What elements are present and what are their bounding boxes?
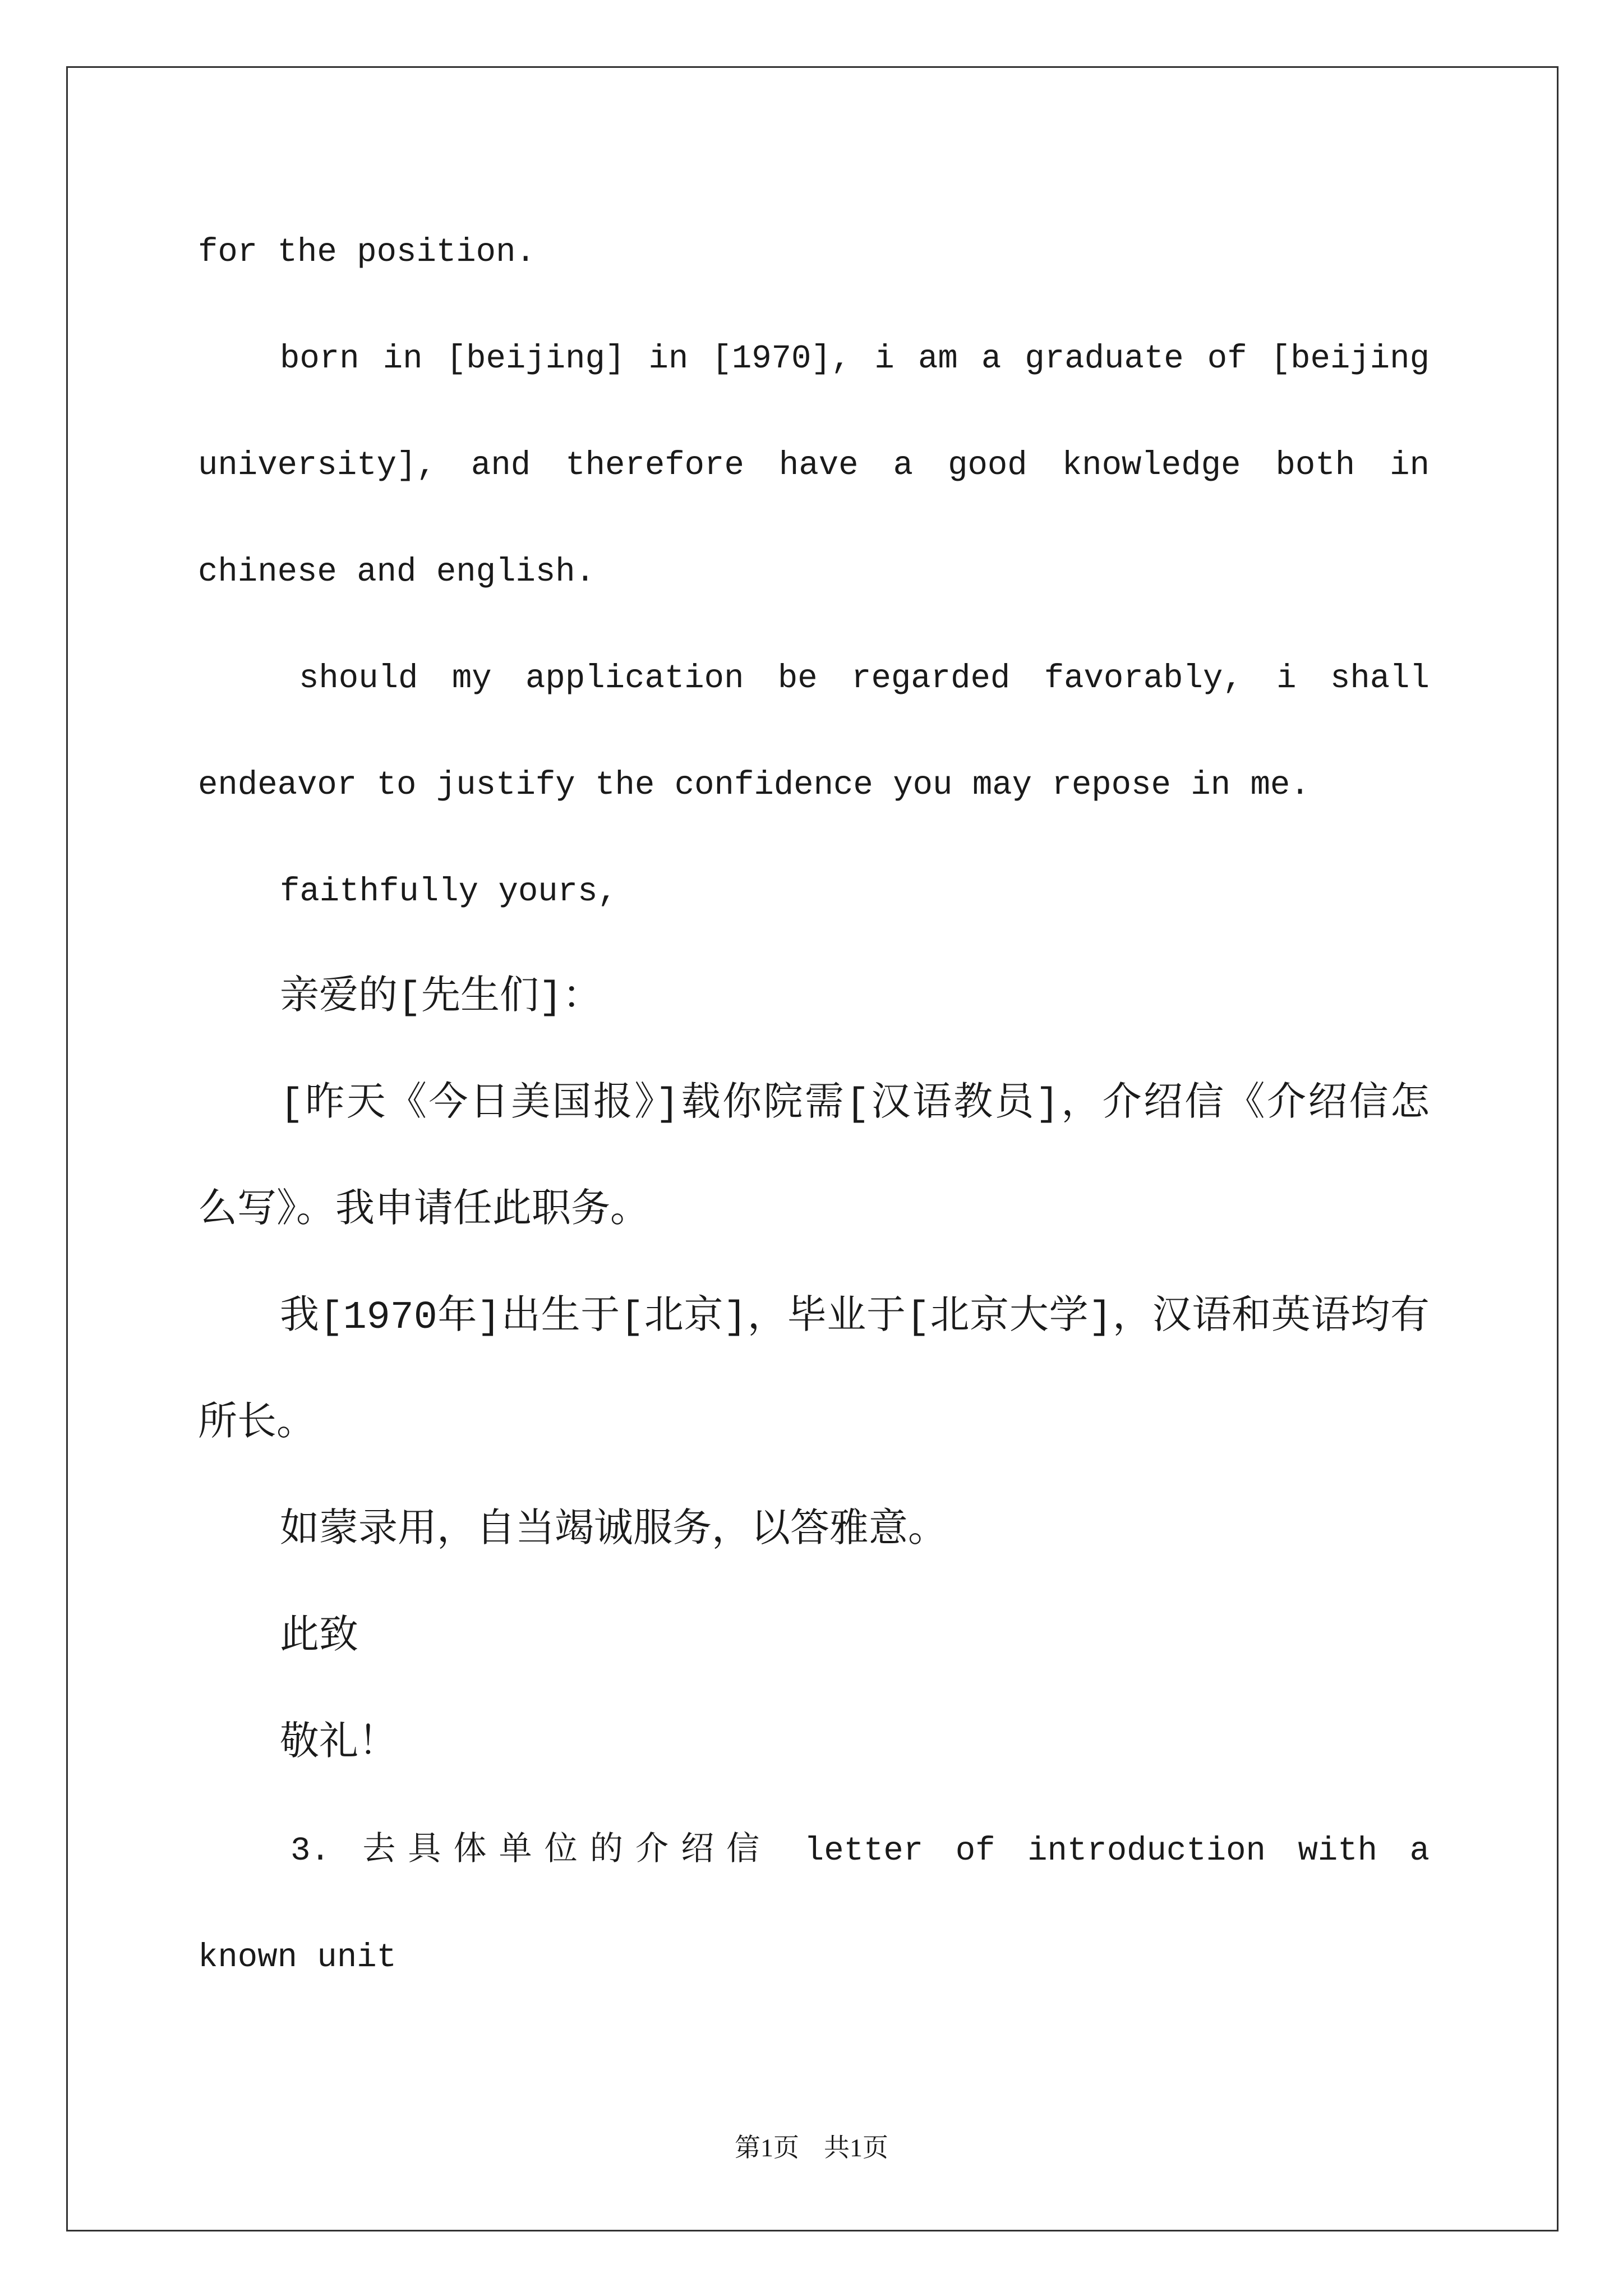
text-line: chinese and english. — [198, 553, 596, 591]
section-heading-3 — [198, 1798, 1430, 2011]
text-line: 如蒙录用，自当竭诚服务，以答雅意。 — [280, 1509, 947, 1553]
text-line: born in [beijing] in [1970], i am a graduate of [beijing — [280, 340, 1430, 378]
document-body — [198, 199, 1430, 2011]
text-line: known unit — [198, 1939, 397, 1976]
salutation-cn — [198, 945, 1430, 1052]
text-line: 亲爱的[先生们]： — [280, 976, 602, 1020]
paragraph-background-cn — [198, 1265, 1430, 1478]
closing-jingli — [198, 1691, 1430, 1798]
text-line: [昨天《今日美国报》]载你院需[汉语教员]，介绍信《介绍信怎 — [280, 1083, 1430, 1127]
complimentary-close-en — [198, 839, 1430, 945]
text-line: 此致 — [280, 1616, 358, 1660]
total-pages-label: 共1页 — [824, 2133, 888, 2162]
text-line: should my application be regarded favorably, i shall — [299, 660, 1430, 697]
paragraph-position-continuation — [198, 199, 1430, 306]
closing-cizhi — [198, 1585, 1430, 1691]
text-line: 我[1970年]出生于[北京]，毕业于[北京大学]，汉语和英语均有 — [280, 1296, 1430, 1340]
text-line: faithfully yours, — [280, 873, 617, 910]
paragraph-closing-en — [198, 625, 1430, 839]
text-line: 敬礼！ — [280, 1722, 398, 1766]
paragraph-application-cn — [198, 1052, 1430, 1265]
text-line: 3. 去具体单位的介绍信 letter of introduction with a — [291, 1832, 1430, 1870]
paragraph-background-en — [198, 306, 1430, 625]
current-page-label: 第1页 — [735, 2133, 799, 2162]
text-line: 么写》。我申请任此职务。 — [198, 1189, 649, 1234]
text-line: university], and therefore have a good knowledge both in — [198, 447, 1430, 484]
text-line: for the position. — [198, 233, 536, 271]
text-line: 所长。 — [198, 1402, 316, 1447]
text-line: endeavor to justify the confidence you may repose in me. — [198, 766, 1310, 804]
paragraph-closing-cn — [198, 1478, 1430, 1585]
page-footer — [0, 2131, 1623, 2165]
